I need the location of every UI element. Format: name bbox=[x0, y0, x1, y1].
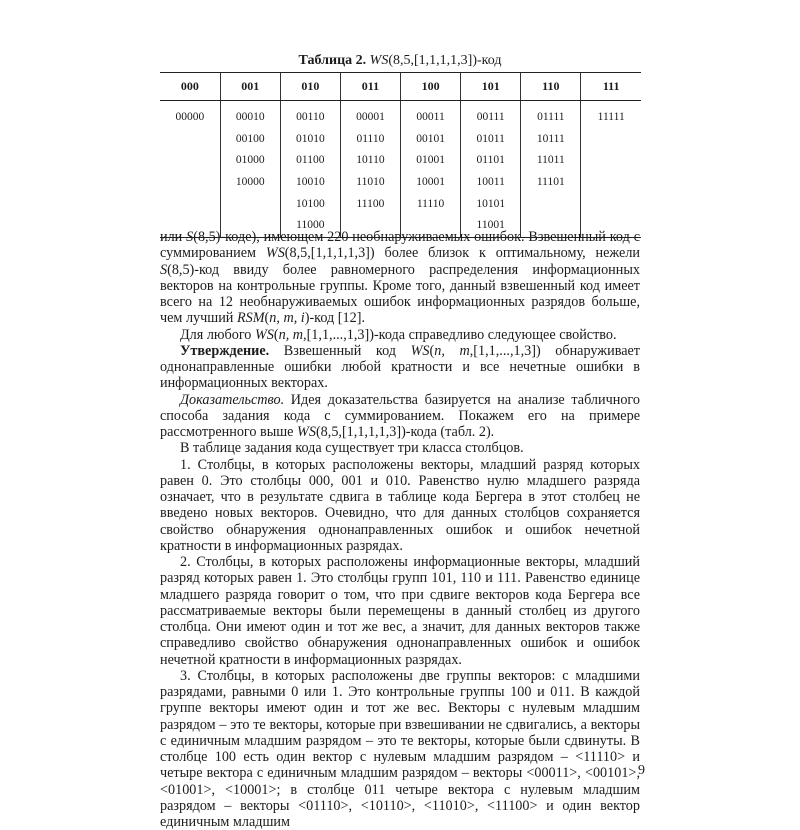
code-vector: 01011 bbox=[476, 132, 505, 145]
code-vector: 00001 bbox=[356, 111, 385, 123]
column-header: 010 bbox=[280, 73, 340, 101]
text-run: В таблице задания кода существует три класса столбцов. bbox=[180, 440, 524, 457]
code-table bbox=[160, 72, 641, 238]
text-run: )-код [12]. bbox=[304, 310, 365, 327]
code-vector: 10001 bbox=[416, 176, 445, 189]
text-run: WS bbox=[297, 424, 316, 440]
text-run: (8,5,[1,1,1,1,3]) более близок к оптимальному, нежели bbox=[284, 245, 640, 262]
paragraph bbox=[160, 554, 640, 668]
paragraph bbox=[160, 457, 640, 555]
code-vector: 01001 bbox=[416, 154, 445, 167]
code-vector: 10011 bbox=[476, 176, 505, 189]
paragraph bbox=[160, 327, 640, 343]
body-text bbox=[160, 229, 640, 830]
text-run: (8,5,[1,1,1,1,3])-кода (табл. 2). bbox=[315, 424, 495, 440]
code-vector: 01110 bbox=[356, 132, 385, 145]
paragraph bbox=[160, 440, 640, 456]
table-column bbox=[160, 101, 220, 238]
table-column bbox=[401, 101, 461, 238]
code-vector: 10101 bbox=[476, 197, 506, 210]
code-vector: 11001 bbox=[476, 219, 505, 232]
text-run: или bbox=[160, 229, 187, 245]
code-vector: 00011 bbox=[416, 111, 445, 123]
code-vector: 10000 bbox=[235, 176, 265, 189]
code-vector: 10010 bbox=[295, 176, 325, 189]
column-header: 111 bbox=[581, 73, 641, 101]
text-run: ( bbox=[264, 310, 270, 327]
text-run: ,[1,1,...,1,3])-кода справедливо следующее свойство. bbox=[303, 326, 617, 343]
code-vector: 01100 bbox=[296, 154, 325, 167]
text-run: n, m bbox=[278, 326, 304, 343]
code-vector: 01000 bbox=[235, 154, 265, 167]
table-column bbox=[220, 101, 280, 238]
paragraph bbox=[160, 229, 640, 327]
code-vector: 01010 bbox=[295, 132, 325, 145]
text-run: Для любого bbox=[180, 326, 255, 343]
paragraph bbox=[160, 392, 640, 441]
text-run: n, m, i bbox=[269, 310, 305, 327]
code-vector: 11000 bbox=[296, 219, 325, 232]
text-run: WS bbox=[410, 342, 430, 359]
caption-label: Таблица 2. bbox=[298, 53, 367, 68]
code-vector: 01101 bbox=[476, 154, 505, 167]
code-vector: 10110 bbox=[356, 154, 385, 167]
text-run: RSM bbox=[236, 310, 265, 327]
code-vector: 11100 bbox=[356, 197, 385, 210]
code-vector: 11010 bbox=[356, 176, 385, 189]
text-run: 3. Столбцы, в которых расположены две группы векторов: с младшими разрядами, равными 0 или 1. Это контрольные группы 100 и 011. В каждой группе векторы имеют один и тот же вес. Векторы с нулевым младшим разрядом – это те векторы, которые при взвешивании не сдвигались, а векторы с единичным младшим разрядом – это те векторы, которые были сдвинуты. В столбце 100 есть один вектор с нулевым младшим разрядом – <11110> и четыре вектора с единичным младшим разрядом – векторы <00011>, <00101>, <01001>, <10001>; в столбце 011 четыре вектора с нулевым младшим разрядом – векторы <01110>, <10110>, <11010>, <11100> и один вектор единичным младшим bbox=[160, 667, 640, 830]
code-vector: 00101 bbox=[416, 132, 445, 145]
text-run: (8,5)-код ввиду более равномерного распределения информационных векторов на контрольные группы. Кроме того, данный взвешенный код имеет всего на 12 необнаруживаемых ошибок информационных разрядов больше, чем лучший bbox=[160, 261, 640, 327]
code-vector: 11111 bbox=[597, 111, 625, 123]
text-run: ( bbox=[429, 342, 435, 359]
page-number: 9 bbox=[638, 763, 645, 778]
table-caption bbox=[160, 52, 640, 70]
column-header: 011 bbox=[340, 73, 400, 101]
column-header: 101 bbox=[461, 73, 521, 101]
text-run: n, m bbox=[434, 342, 470, 359]
column-header: 100 bbox=[401, 73, 461, 101]
code-vector: 00010 bbox=[235, 111, 265, 123]
paragraph bbox=[160, 343, 640, 392]
code-vector: 00000 bbox=[175, 111, 205, 123]
paragraph bbox=[160, 668, 640, 830]
code-vector: 10100 bbox=[295, 197, 325, 210]
table-body-row bbox=[160, 101, 641, 238]
column-header: 110 bbox=[521, 73, 581, 101]
text-run: WS bbox=[254, 326, 274, 343]
text-run: (8,5)-коде), имеющем 220 необнаруживаемых ошибок. Взвешенный код с суммированием bbox=[160, 229, 640, 262]
code-vector: 00110 bbox=[296, 111, 325, 123]
code-vector: 11101 bbox=[536, 176, 565, 189]
text-run: 1. Столбцы, в которых расположены векторы, младший разряд которых равен 0. Это столбцы 000, 001 и 010. Равенство нулю младшего разряда означает, что в результате сдвига в таблице кода Бергера в этот столбец не введено новых векторов. Очевидно, что для данных столбцов сохраняется свойство обнаружения однонаправленных ошибок и ошибок нечетной кратности в информационных разрядах. bbox=[160, 456, 640, 554]
column-header: 000 bbox=[160, 73, 220, 101]
text-run: ,[1,1,...,1,3]) обнаруживает однонаправленные ошибки любой кратности и все нечетные ошибки в информационных векторах. bbox=[160, 342, 640, 392]
text-run: S bbox=[186, 229, 194, 245]
text-run: Утверждение. bbox=[180, 342, 270, 359]
table-column bbox=[280, 101, 340, 238]
table-column bbox=[461, 101, 521, 238]
text-run: 2. Столбцы, в которых расположены информационные векторы, младший разряд которых равен 1. Это столбцы групп 101, 110 и 111. Равенство единице младшего разряда говорит о том, что при сдвиге векторов кода Бергера все рассматриваемые векторы были перемещены в данный столбец из другого столбца. Они имеют один и тот же вес, а значит, для данных векторов также справедливо свойство обнаружения однонаправленных ошибок и ошибок нечетной кратности в информационных разрядах. bbox=[160, 554, 640, 668]
text-run: Доказательство. bbox=[180, 391, 285, 408]
text-run: S bbox=[160, 261, 168, 278]
code-vector: 00100 bbox=[235, 132, 265, 145]
table-column bbox=[521, 101, 581, 238]
text-run: ( bbox=[273, 326, 279, 343]
caption-code-params: (8,5,[1,1,1,1,3])-код bbox=[388, 53, 502, 68]
text-run: WS bbox=[265, 245, 285, 262]
table-header-row bbox=[160, 73, 641, 101]
code-vector: 10111 bbox=[536, 132, 565, 145]
text-run: Взвешенный код bbox=[269, 342, 411, 359]
code-vector: 11011 bbox=[536, 154, 565, 167]
caption-code-name: WS bbox=[369, 53, 389, 68]
column-header: 001 bbox=[220, 73, 280, 101]
table-column bbox=[581, 101, 641, 238]
table-column bbox=[340, 101, 400, 238]
code-vector: 00111 bbox=[476, 111, 505, 123]
code-vector: 11110 bbox=[416, 197, 445, 210]
text-run: Идея доказательства базируется на анализе табличного способа задания кода с суммированием. Покажем его на примере рассмотренного выше bbox=[160, 391, 640, 440]
code-vector: 01111 bbox=[537, 111, 565, 123]
